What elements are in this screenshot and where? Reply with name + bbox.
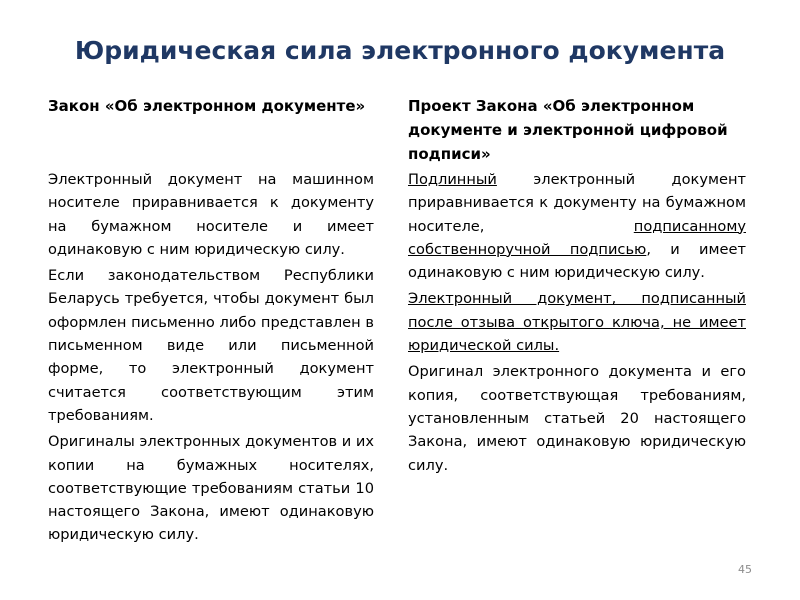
left-paragraph-3: Оригиналы электронных документов и их копии на бумажных носителях, соответствующие требованиям статьи 10 настоящего Закона, имеют одинаковую юридическую силу. [48,433,374,544]
right-paragraph-1-underlined-start: Подлинный [408,171,497,188]
right-paragraph-1-end: , и имеет одинаковую с ним юридическую силу. [408,240,746,282]
slide-title: Юридическая сила электронного документа [74,36,726,65]
right-paragraph-1-middle: электронный документ приравнивается к документу на бумажном носителе, [408,171,746,235]
left-paragraph-2: Если законодательством Республики Беларусь требуется, чтобы документ был оформлен письменно либо представлен в письменном виде или письменной форме, то электронный документ считается соответствующим этим требованиям. [48,267,374,424]
left-column-heading: Закон «Об электронном документе» [48,97,366,115]
right-paragraph-1 [408,168,746,284]
page-number: 45 [738,563,752,576]
right-column-body [408,168,746,480]
left-paragraph-1: Электронный документ на машинном носителе приравнивается к документу на бумажном носителе и имеет одинаковую с ним юридическую силу. [48,171,374,258]
right-column-heading: Проект Закона «Об электронном документе и электронной цифровой подписи» [408,97,728,163]
left-column-body [48,168,374,550]
right-paragraph-2: Электронный документ, подписанный после отзыва открытого ключа, не имеет юридической силы. [408,290,746,355]
right-paragraph-3: Оригинал электронного документа и его копия, соответствующая требованиям, установленным статьей 20 настоящего Закона, имеют одинаковую юридическую силу. [408,363,746,474]
right-paragraph-1-underlined-phrase: подписанному собственноручной подписью [408,217,746,258]
